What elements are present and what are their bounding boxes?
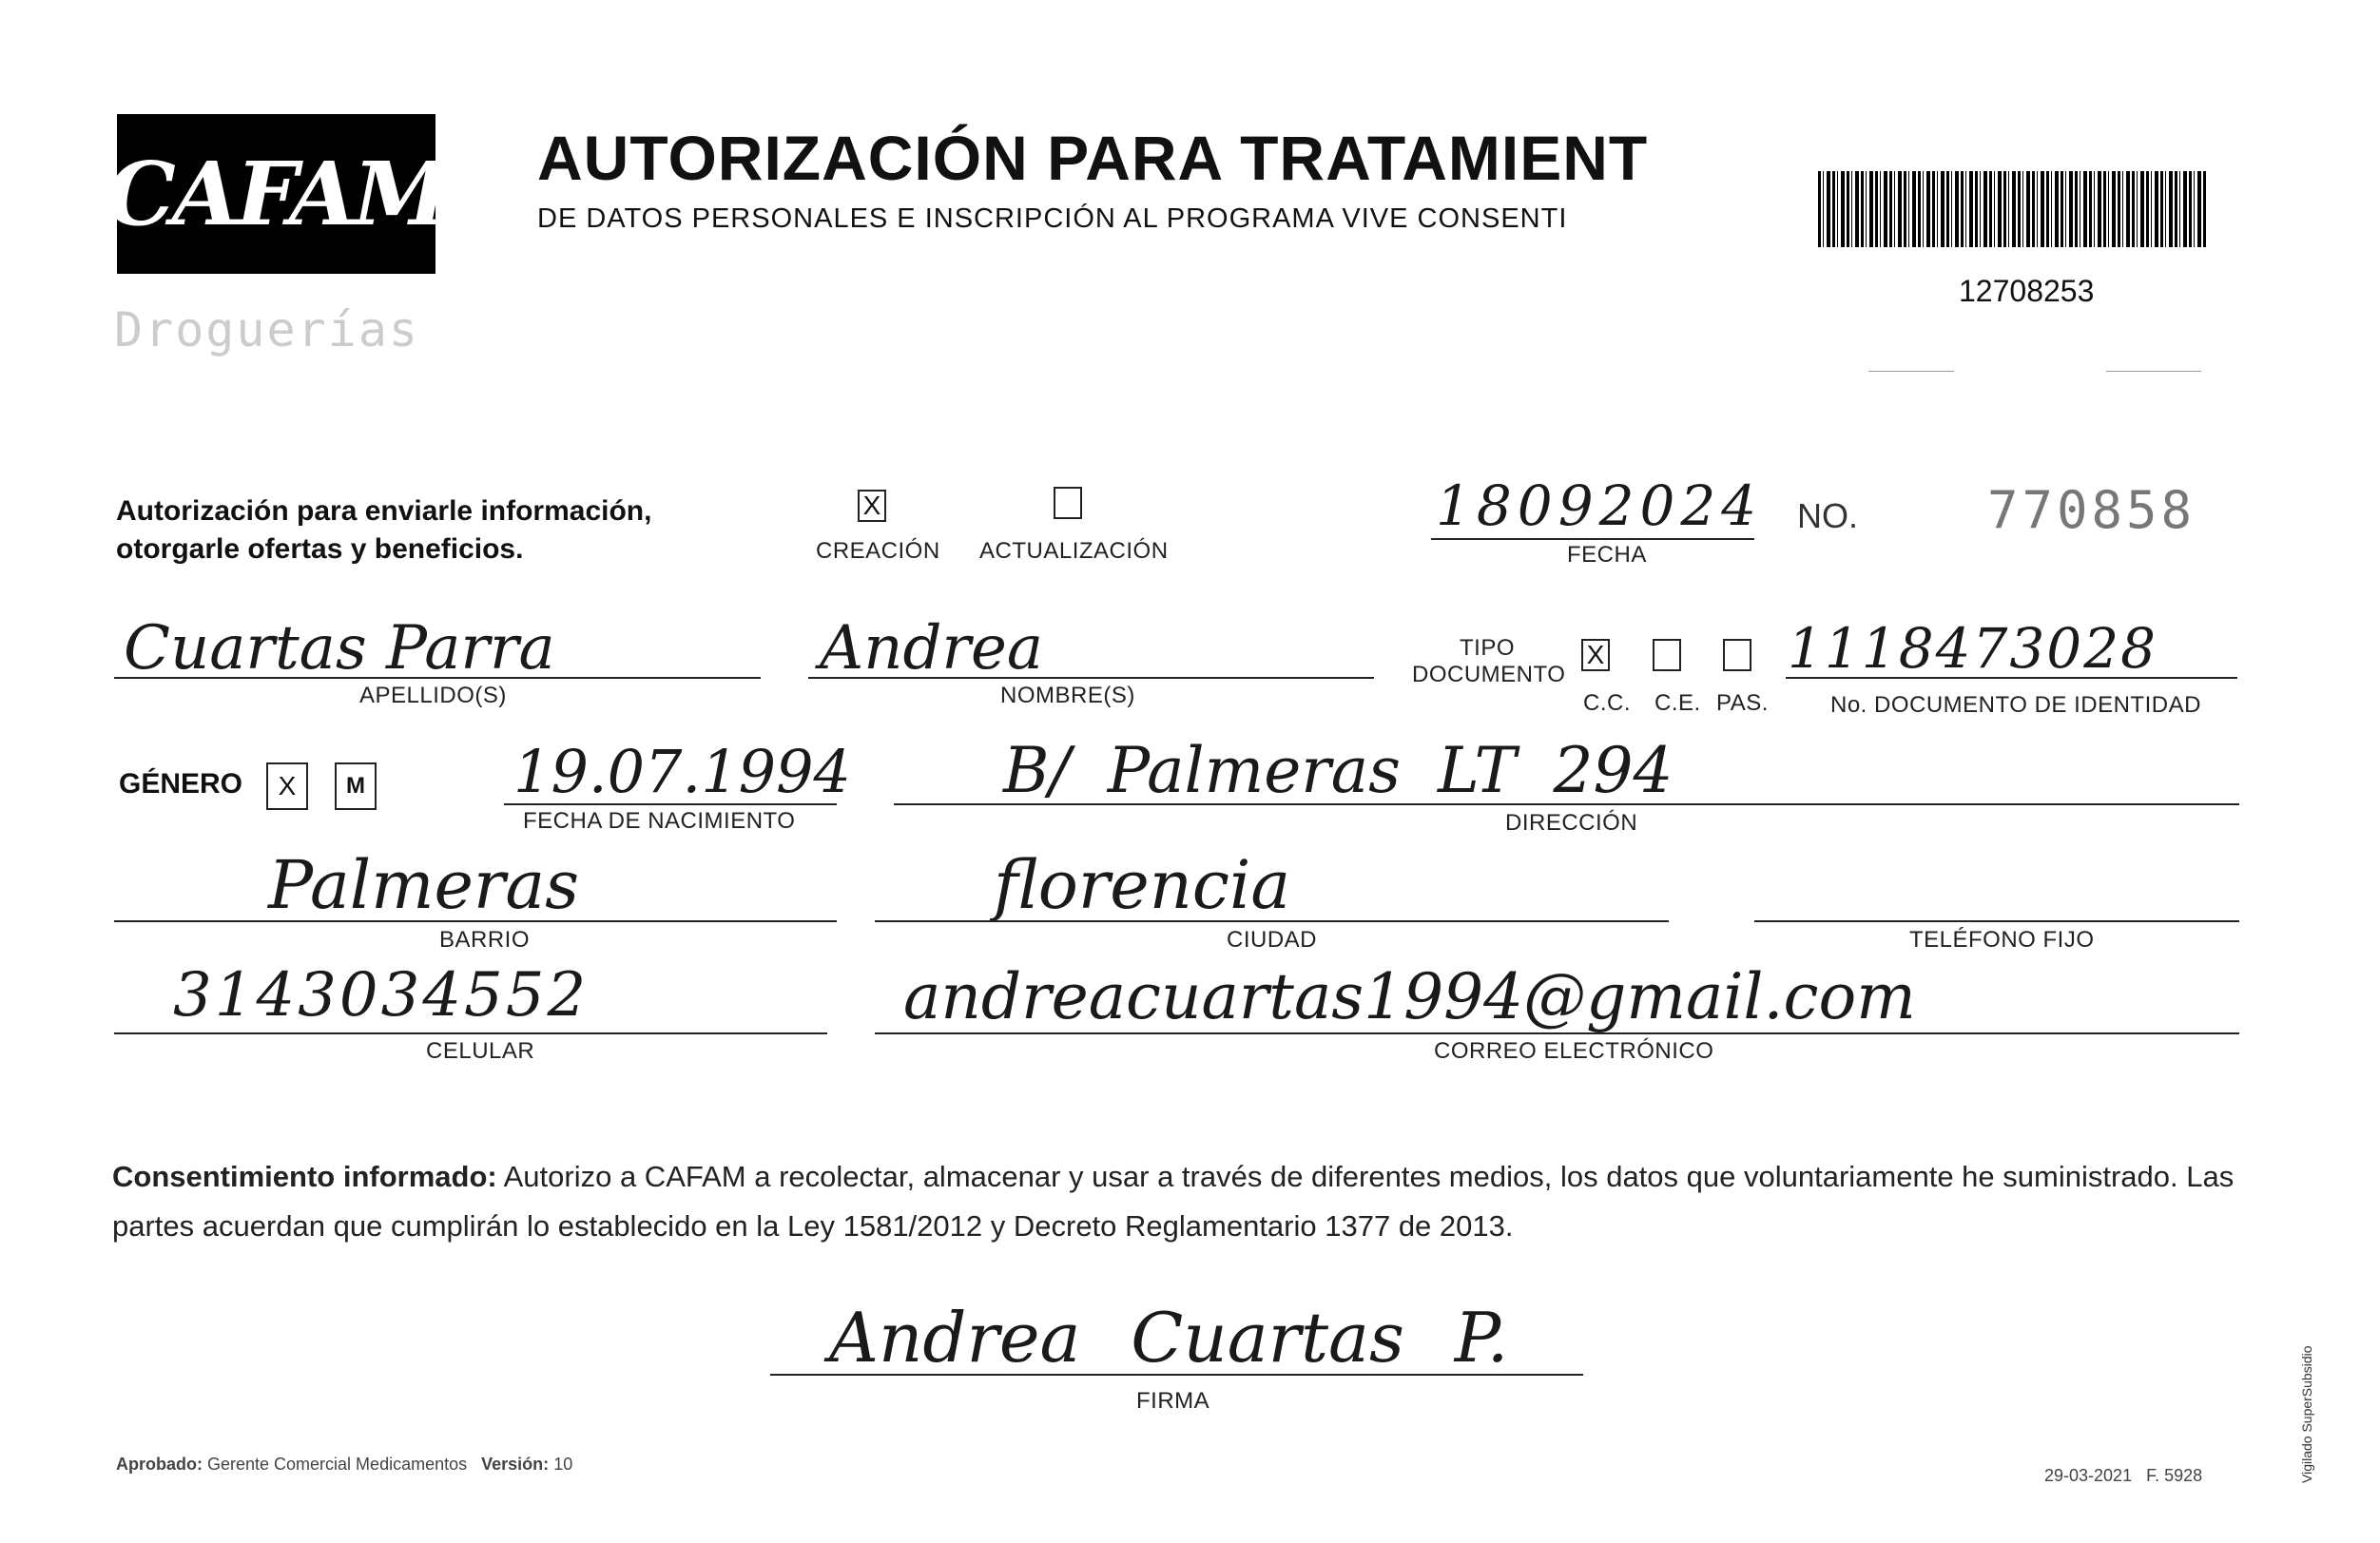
intro-line-2: otorgarle ofertas y beneficios. [116,533,524,565]
direccion-line [894,803,2239,805]
telefono-line[interactable] [1754,920,2239,922]
documento-tipo-label: DOCUMENTO [1412,662,1566,687]
cc-label: C.C. [1583,690,1631,716]
f-checkbox[interactable] [266,762,308,810]
actualizacion-label: ACTUALIZACIÓN [979,538,1169,564]
version-value: 10 [553,1455,573,1474]
ce-label: C.E. [1654,690,1701,716]
consent-body: Autorizo a CAFAM a recolectar, almacenar y usar a través de diferentes medios, los datos que voluntariamente he suministrado. Las partes acuerdan que cumplirán lo establecido en la Ley 1581/2012 y Decreto Reglamentario 1377 de 2013. [112,1160,2235,1243]
cc-mark: X [1586,640,1605,669]
consent-text [112,1152,2242,1251]
documento-label: No. DOCUMENTO DE IDENTIDAD [1830,692,2201,718]
genero-label: GÉNERO [119,768,243,800]
ce-checkbox[interactable] [1653,639,1681,671]
ciudad-value[interactable]: florencia [994,846,1291,924]
date-code: 29-03-2021 [2044,1466,2133,1485]
direccion-value[interactable]: B/ Palmeras LT 294 [1003,734,1674,807]
actualizacion-checkbox[interactable] [1054,487,1082,519]
no-value: 770858 [1987,480,2196,540]
consent-title: Consentimiento informado: [112,1160,497,1193]
fecha-line [1431,538,1754,540]
pas-label: PAS. [1716,690,1769,716]
form-title: AUTORIZACIÓN PARA TRATAMIENT [537,123,1649,193]
barrio-line [114,920,837,922]
f-mark: X [278,771,297,800]
nacimiento-label: FECHA DE NACIMIENTO [523,808,796,834]
fecha-label: FECHA [1567,542,1647,568]
form-subtitle: DE DATOS PERSONALES E INSCRIPCIÓN AL PROGRAMA VIVE CONSENTI [537,203,1568,234]
apellidos-value[interactable]: Cuartas Parra [124,613,555,684]
ciudad-line [875,920,1669,922]
pas-checkbox[interactable] [1723,639,1751,671]
form-code: F. 5928 [2146,1466,2203,1485]
divider [1868,371,1954,372]
aprobado-label: Aprobado: [116,1455,203,1474]
tipo-label: TIPO [1460,635,1516,661]
no-label: NO. [1797,496,1859,535]
correo-line [875,1032,2239,1034]
celular-value[interactable]: 3143034552 [173,960,590,1031]
drogerias-logo-text: Droguerías [114,302,420,357]
apellidos-line [114,677,761,679]
nacimiento-line [504,803,837,805]
barcode-number: 12708253 [1959,274,2095,308]
documento-value[interactable]: 1118473028 [1788,616,2158,681]
creacion-checkbox[interactable] [858,490,886,522]
ciudad-label: CIUDAD [1227,927,1318,953]
apellidos-label: APELLIDO(S) [359,683,507,708]
cafam-logo: CAFAM [117,114,435,274]
fecha-value[interactable]: 18092024 [1436,473,1763,538]
nacimiento-value[interactable]: 19.07.1994 [513,737,851,806]
signature-line [770,1374,1583,1376]
divider [2106,371,2201,372]
intro-line-1: Autorización para enviarle información, [116,495,652,527]
creacion-label: CREACIÓN [816,538,940,564]
celular-line [114,1032,827,1034]
documento-line [1786,677,2237,679]
creacion-mark: X [862,491,881,520]
version-label: Versión: [481,1455,550,1474]
barrio-label: BARRIO [439,927,531,953]
barrio-value[interactable]: Palmeras [268,846,579,924]
footer-codes [2044,1466,2202,1486]
direccion-label: DIRECCIÓN [1505,810,1638,836]
signature-label: FIRMA [1136,1388,1210,1414]
m-checkbox[interactable] [335,762,377,810]
nombres-label: NOMBRE(S) [1000,683,1135,708]
signature-value[interactable]: Andrea Cuartas P. [829,1298,1509,1378]
m-label: M [346,773,365,799]
nombres-line [808,677,1374,679]
correo-label: CORREO ELECTRÓNICO [1434,1038,1714,1064]
correo-value[interactable]: andreacuartas1994@gmail.com [903,960,1916,1033]
cc-checkbox[interactable] [1581,639,1610,671]
aprobado-value: Gerente Comercial Medicamentos [207,1455,468,1474]
side-vertical-text: Vigilado SuperSubsidio [2299,1345,2314,1483]
nombres-value[interactable]: Andrea [820,613,1044,684]
footer-approval [116,1455,572,1475]
intro-text [116,492,651,569]
telefono-label: TELÉFONO FIJO [1909,927,2095,953]
celular-label: CELULAR [426,1038,535,1064]
barcode [1818,171,2206,247]
